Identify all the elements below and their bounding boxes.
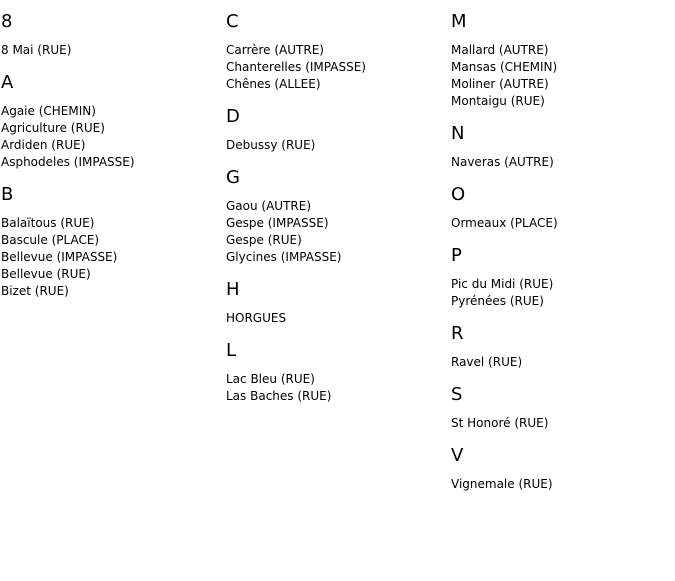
street-link[interactable]: Balaïtous (RUE) xyxy=(1,216,95,230)
street-link[interactable]: Mansas (CHEMIN) xyxy=(451,60,558,74)
street-link[interactable]: Gespe (IMPASSE) xyxy=(226,216,329,230)
street-list xyxy=(451,415,671,432)
letter-group xyxy=(451,323,671,371)
street-link[interactable]: Ardiden (RUE) xyxy=(1,138,86,152)
street-link[interactable]: Gaou (AUTRE) xyxy=(226,199,312,213)
street-list xyxy=(451,476,671,493)
letter-group xyxy=(1,11,221,59)
street-list xyxy=(451,154,671,171)
letter-heading: C xyxy=(226,11,239,32)
street-link[interactable]: Ravel (RUE) xyxy=(451,355,523,369)
index-column xyxy=(451,11,671,506)
letter-heading: R xyxy=(451,323,464,344)
letter-group xyxy=(226,340,446,405)
street-link[interactable]: Naveras (AUTRE) xyxy=(451,155,554,169)
street-link[interactable]: Bascule (PLACE) xyxy=(1,233,100,247)
street-list xyxy=(226,371,446,405)
letter-group xyxy=(451,245,671,310)
street-link[interactable]: Ormeaux (PLACE) xyxy=(451,216,558,230)
street-list xyxy=(226,137,446,154)
street-link[interactable]: Glycines (IMPASSE) xyxy=(226,250,342,264)
street-link[interactable]: Carrère (AUTRE) xyxy=(226,43,324,57)
street-link[interactable]: Bellevue (IMPASSE) xyxy=(1,250,118,264)
street-link[interactable]: Bizet (RUE) xyxy=(1,284,69,298)
street-link[interactable]: Pic du Midi (RUE) xyxy=(451,277,554,291)
letter-group xyxy=(1,184,221,300)
street-link[interactable]: Moliner (AUTRE) xyxy=(451,77,549,91)
street-list xyxy=(1,42,221,59)
street-link[interactable]: Agriculture (RUE) xyxy=(1,121,105,135)
street-link[interactable]: Chênes (ALLEE) xyxy=(226,77,321,91)
letter-group xyxy=(226,167,446,266)
letter-heading: D xyxy=(226,106,240,127)
letter-heading: A xyxy=(1,72,14,93)
letter-group xyxy=(451,384,671,432)
street-list xyxy=(1,215,221,300)
street-list xyxy=(451,354,671,371)
letter-heading: S xyxy=(451,384,463,405)
letter-group xyxy=(451,445,671,493)
letter-heading: G xyxy=(226,167,240,188)
letter-heading: H xyxy=(226,279,240,300)
street-link[interactable]: 8 Mai (RUE) xyxy=(1,43,72,57)
street-link[interactable]: Debussy (RUE) xyxy=(226,138,316,152)
street-list xyxy=(226,310,446,327)
street-list xyxy=(451,215,671,232)
street-link[interactable]: Bellevue (RUE) xyxy=(1,267,91,281)
letter-group xyxy=(226,279,446,327)
letter-heading: B xyxy=(1,184,14,205)
index-column xyxy=(1,11,221,313)
letter-group xyxy=(1,72,221,171)
letter-group xyxy=(451,184,671,232)
street-link[interactable]: Agaie (CHEMIN) xyxy=(1,104,96,118)
street-link[interactable]: Montaigu (RUE) xyxy=(451,94,545,108)
street-link[interactable]: HORGUES xyxy=(226,311,287,325)
street-link[interactable]: Lac Bleu (RUE) xyxy=(226,372,315,386)
street-link[interactable]: Mallard (AUTRE) xyxy=(451,43,549,57)
letter-heading: O xyxy=(451,184,466,205)
letter-heading: M xyxy=(451,11,467,32)
street-list xyxy=(451,42,671,110)
letter-heading: N xyxy=(451,123,465,144)
street-list xyxy=(451,276,671,310)
letter-heading: L xyxy=(226,340,237,361)
street-list xyxy=(1,103,221,171)
letter-group xyxy=(451,123,671,171)
street-list xyxy=(226,198,446,266)
street-link[interactable]: Vignemale (RUE) xyxy=(451,477,553,491)
street-link[interactable]: Chanterelles (IMPASSE) xyxy=(226,60,366,74)
street-link[interactable]: St Honoré (RUE) xyxy=(451,416,549,430)
letter-group xyxy=(226,11,446,93)
street-link[interactable]: Asphodeles (IMPASSE) xyxy=(1,155,135,169)
street-link[interactable]: Pyrénées (RUE) xyxy=(451,294,544,308)
letter-heading: 8 xyxy=(1,11,13,32)
street-list xyxy=(226,42,446,93)
letter-heading: V xyxy=(451,445,464,466)
index-column xyxy=(226,11,446,418)
street-link[interactable]: Las Baches (RUE) xyxy=(226,389,332,403)
street-link[interactable]: Gespe (RUE) xyxy=(226,233,302,247)
letter-group xyxy=(451,11,671,110)
letter-group xyxy=(226,106,446,154)
letter-heading: P xyxy=(451,245,462,266)
